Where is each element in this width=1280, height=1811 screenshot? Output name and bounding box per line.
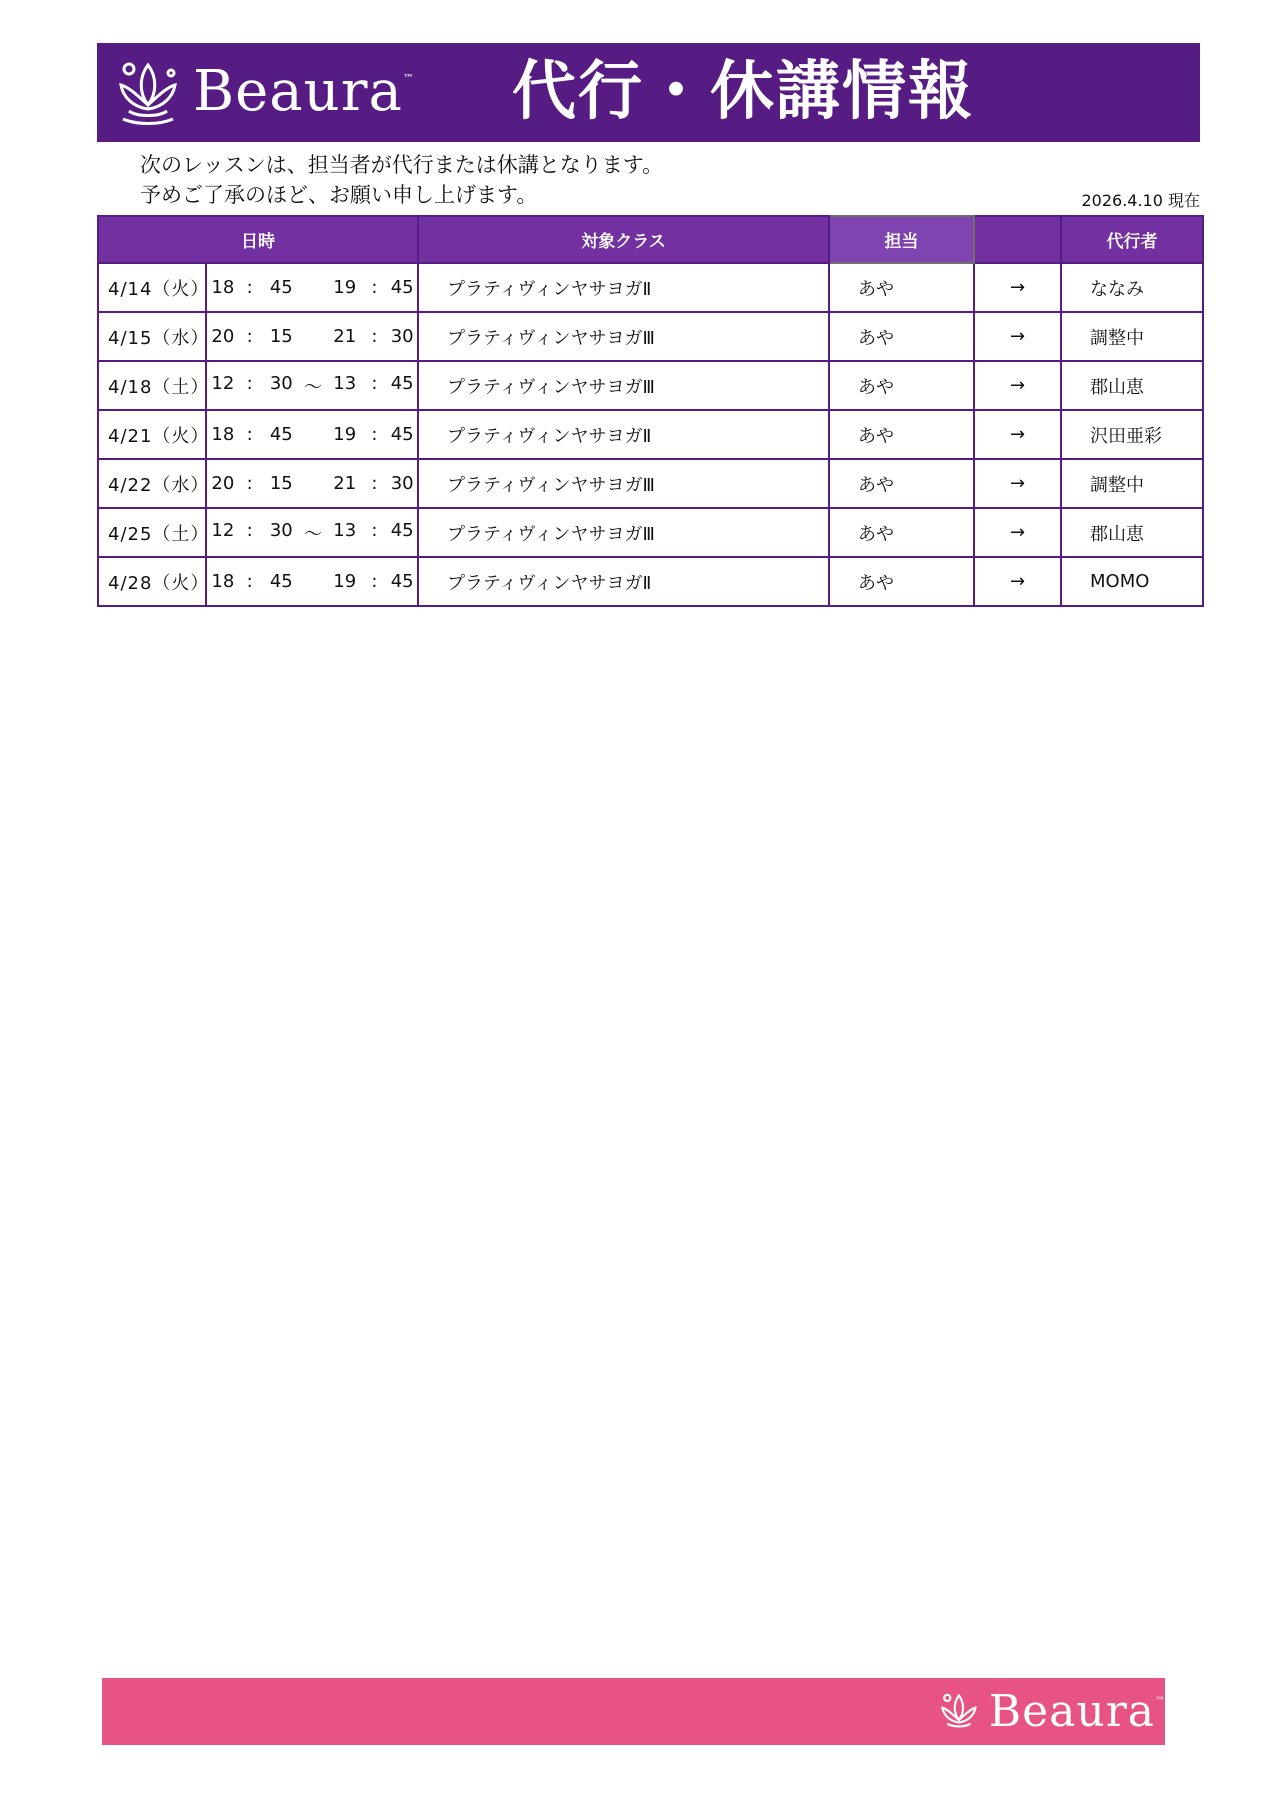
start-minute: 30 [269, 519, 293, 541]
table-row [98, 508, 1203, 557]
table-row [98, 312, 1203, 361]
row-substitute: MOMO [1061, 557, 1203, 606]
footer-logo [935, 1678, 1165, 1745]
table-row [98, 557, 1203, 606]
row-staff: あや [829, 557, 974, 606]
row-arrow: → [974, 557, 1061, 606]
end-minute: 30 [390, 326, 414, 347]
row-time [206, 557, 418, 606]
row-staff: あや [829, 361, 974, 410]
lotus-icon [935, 1686, 983, 1738]
row-substitute: 郡山恵 [1061, 361, 1203, 410]
row-date: 4/14（火） [98, 263, 206, 312]
row-staff: あや [829, 410, 974, 459]
row-substitute: 郡山恵 [1061, 508, 1203, 557]
end-colon: : [371, 372, 378, 394]
time-separator [298, 424, 328, 445]
row-staff: あや [829, 312, 974, 361]
end-minute: 45 [390, 571, 414, 592]
brand-logo [109, 49, 414, 135]
table-header-row [98, 216, 1203, 263]
row-arrow: → [974, 263, 1061, 312]
header-class: 対象クラス [418, 216, 829, 263]
header-staff[interactable]: 担当 [829, 216, 974, 263]
start-hour: 12 [211, 519, 235, 541]
start-minute: 45 [269, 424, 293, 445]
row-class: プラティヴィンヤサヨガⅢ [418, 361, 829, 410]
row-substitute: 調整中 [1061, 459, 1203, 508]
row-time [206, 508, 418, 557]
row-arrow: → [974, 361, 1061, 410]
trademark-mark: ™ [402, 71, 414, 85]
row-staff: あや [829, 459, 974, 508]
end-colon: : [371, 473, 378, 494]
row-staff: あや [829, 508, 974, 557]
header-arrow [974, 216, 1061, 263]
row-date: 4/18（土） [98, 361, 206, 410]
footer-banner [102, 1678, 1165, 1745]
header-banner [97, 43, 1200, 142]
row-date: 4/22（水） [98, 459, 206, 508]
end-hour: 19 [333, 424, 357, 445]
page-title: 代行・休講情報 [512, 55, 974, 129]
intro-line-1: 次のレッスンは、担当者が代行または休講となります。 [140, 153, 664, 177]
start-hour: 18 [211, 277, 235, 298]
end-minute: 45 [390, 519, 414, 541]
row-arrow: → [974, 508, 1061, 557]
start-colon: : [246, 424, 253, 445]
start-hour: 12 [211, 372, 235, 394]
row-arrow: → [974, 410, 1061, 459]
row-substitute: 調整中 [1061, 312, 1203, 361]
row-time [206, 459, 418, 508]
end-colon: : [371, 519, 378, 541]
row-class: プラティヴィンヤサヨガⅢ [418, 459, 829, 508]
row-substitute: ななみ [1061, 263, 1203, 312]
row-time [206, 312, 418, 361]
end-colon: : [371, 326, 378, 347]
intro-text [140, 150, 663, 210]
end-minute: 45 [390, 424, 414, 445]
table-row [98, 361, 1203, 410]
start-minute: 45 [269, 277, 293, 298]
table-row [98, 263, 1203, 312]
start-minute: 15 [269, 326, 293, 347]
row-class: プラティヴィンヤサヨガⅡ [418, 263, 829, 312]
row-arrow: → [974, 459, 1061, 508]
as-of-date: 2026.4.10 現在 [1081, 191, 1200, 210]
schedule-table [97, 215, 1204, 607]
start-colon: : [246, 372, 253, 394]
time-separator [298, 326, 328, 347]
end-hour: 19 [333, 571, 357, 592]
time-separator [298, 571, 328, 592]
row-substitute: 沢田亜彩 [1061, 410, 1203, 459]
end-hour: 13 [333, 519, 357, 541]
end-minute: 45 [390, 372, 414, 394]
row-class: プラティヴィンヤサヨガⅢ [418, 312, 829, 361]
start-hour: 20 [211, 473, 235, 494]
time-separator: 〜 [304, 376, 323, 398]
start-colon: : [246, 277, 253, 298]
row-date: 4/25（土） [98, 508, 206, 557]
table-row [98, 410, 1203, 459]
footer-brand-name: Beaura [988, 1685, 1155, 1737]
end-hour: 19 [333, 277, 357, 298]
start-colon: : [246, 519, 253, 541]
end-hour: 21 [333, 326, 357, 347]
row-date: 4/28（火） [98, 557, 206, 606]
start-colon: : [246, 571, 253, 592]
end-hour: 13 [333, 372, 357, 394]
start-minute: 45 [269, 571, 293, 592]
table-row [98, 459, 1203, 508]
row-date: 4/21（火） [98, 410, 206, 459]
time-separator [298, 473, 328, 494]
row-class: プラティヴィンヤサヨガⅡ [418, 410, 829, 459]
end-hour: 21 [333, 473, 357, 494]
row-date: 4/15（水） [98, 312, 206, 361]
row-class: プラティヴィンヤサヨガⅡ [418, 557, 829, 606]
start-hour: 18 [211, 571, 235, 592]
intro-line-2: 予めご了承のほど、お願い申し上げます。 [140, 183, 538, 207]
end-minute: 30 [390, 473, 414, 494]
time-separator: 〜 [304, 523, 323, 545]
row-time [206, 361, 418, 410]
end-colon: : [371, 424, 378, 445]
end-minute: 45 [390, 277, 414, 298]
row-time [206, 263, 418, 312]
footer-trademark-mark: ™ [1155, 1696, 1165, 1707]
start-colon: : [246, 326, 253, 347]
end-colon: : [371, 277, 378, 298]
start-hour: 18 [211, 424, 235, 445]
row-arrow: → [974, 312, 1061, 361]
header-substitute: 代行者 [1061, 216, 1203, 263]
start-hour: 20 [211, 326, 235, 347]
row-staff: あや [829, 263, 974, 312]
header-datetime: 日時 [98, 216, 418, 263]
start-minute: 30 [269, 372, 293, 394]
brand-name: Beaura [193, 59, 403, 124]
lotus-icon [109, 53, 187, 131]
end-colon: : [371, 571, 378, 592]
start-colon: : [246, 473, 253, 494]
row-time [206, 410, 418, 459]
time-separator [298, 277, 328, 298]
start-minute: 15 [269, 473, 293, 494]
row-class: プラティヴィンヤサヨガⅢ [418, 508, 829, 557]
